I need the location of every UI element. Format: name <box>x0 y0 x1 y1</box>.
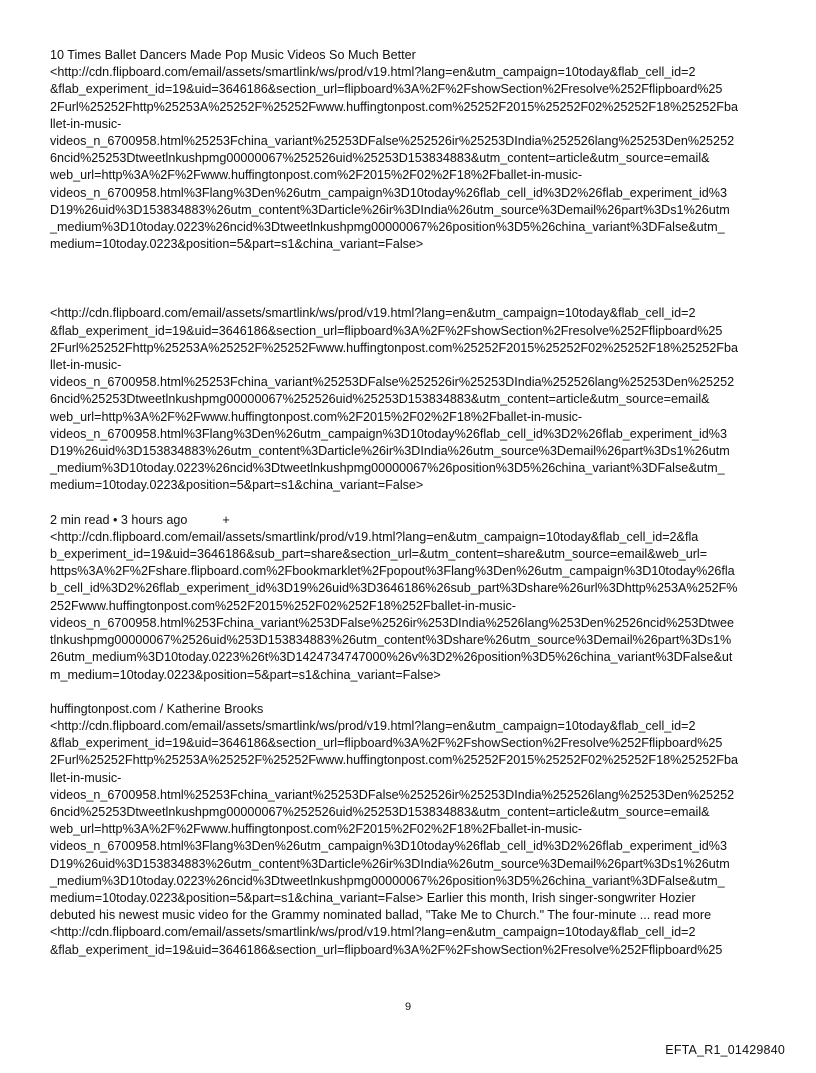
url-text <box>50 718 775 959</box>
url-line: &flab_experiment_id=19&uid=3646186&section_url=flipboard%3A%2F%2FshowSection%2Fresolve%252Fflipboard%25 <box>50 736 723 751</box>
url-line: <http://cdn.flipboard.com/email/assets/smartlink/ws/prod/v19.html?lang=en&utm_campaign=10today&flab_cell_id=2 <box>50 925 696 940</box>
url-line: web_url=http%3A%2F%2Fwww.huffingtonpost.com%2F2015%2F02%2F18%2Fballet-in-music- <box>50 168 583 183</box>
url-line: &flab_experiment_id=19&uid=3646186&section_url=flipboard%3A%2F%2FshowSection%2Fresolve%252Fflipboard%25 <box>50 82 723 97</box>
url-line: videos_n_6700958.html%253Fchina_variant%253DFalse%2526ir%253DIndia%2526lang%253Den%2526ncid%253Dtwee <box>50 615 735 630</box>
url-text <box>50 64 775 253</box>
document-body <box>50 47 775 959</box>
url-line: _medium%3D10today.0223%26ncid%3Dtweetlnkushpmg00000067%26position%3D5%26china_variant%3DFalse&utm_ <box>50 873 725 888</box>
url-line: 6ncid%25253Dtweetlnkushpmg00000067%252526uid%25253D153834883&utm_content=article&utm_source=email& <box>50 392 710 407</box>
url-line: web_url=http%3A%2F%2Fwww.huffingtonpost.com%2F2015%2F02%2F18%2Fballet-in-music- <box>50 409 583 424</box>
url-line: <http://cdn.flipboard.com/email/assets/smartlink/ws/prod/v19.html?lang=en&utm_campaign=10today&flab_cell_id=2 <box>50 306 696 321</box>
read-time-meta: 2 min read • 3 hours ago + <box>50 512 230 527</box>
url-line: medium=10today.0223&position=5&part=s1&china_variant=False> Earlier this month, Irish singer-songwriter Hozier <box>50 890 696 905</box>
url-line: m_medium=10today.0223&position=5&part=s1&china_variant=False> <box>50 667 441 682</box>
article-title-block <box>50 47 775 253</box>
article-title: 10 Times Ballet Dancers Made Pop Music Videos So Much Better <box>50 48 416 62</box>
url-line: 252Fwww.huffingtonpost.com%252F2015%252F02%252F18%252Fballet-in-music- <box>50 598 516 613</box>
url-line: debuted his newest music video for the Grammy nominated ballad, "Take Me to Church." The four-minute ... read more <box>50 908 712 923</box>
url-line: <http://cdn.flipboard.com/email/assets/smartlink/prod/v19.html?lang=en&utm_campaign=10today&flab_cell_id=2&fla <box>50 529 699 544</box>
url-line: 2Furl%25252Fhttp%25253A%25252F%25252Fwww.huffingtonpost.com%25252F2015%25252F02%25252F18%25252Fba <box>50 99 739 114</box>
url-line: 2Furl%25252Fhttp%25253A%25252F%25252Fwww.huffingtonpost.com%25252F2015%25252F02%25252F18%25252Fba <box>50 340 739 355</box>
url-line: 2Furl%25252Fhttp%25253A%25252F%25252Fwww.huffingtonpost.com%25252F2015%25252F02%25252F18%25252Fba <box>50 753 739 768</box>
url-line: medium=10today.0223&position=5&part=s1&china_variant=False> <box>50 478 424 493</box>
spacer <box>50 253 775 305</box>
url-line: videos_n_6700958.html%3Flang%3Den%26utm_campaign%3D10today%26flab_cell_id%3D2%26flab_experiment_id%3 <box>50 185 728 200</box>
url-line: llet-in-music- <box>50 358 122 373</box>
url-line: web_url=http%3A%2F%2Fwww.huffingtonpost.com%2F2015%2F02%2F18%2Fballet-in-music- <box>50 822 583 837</box>
url-line: D19%26uid%3D153834883%26utm_content%3Darticle%26ir%3DIndia%26utm_source%3Demail%26part%3Ds1%26utm <box>50 856 730 871</box>
url-line: llet-in-music- <box>50 770 122 785</box>
url-text <box>50 305 775 494</box>
spacer <box>50 684 775 701</box>
url-line: videos_n_6700958.html%25253Fchina_variant%25253DFalse%252526ir%25253DIndia%252526lang%25253Den%25252 <box>50 375 735 390</box>
url-line: D19%26uid%3D153834883%26utm_content%3Darticle%26ir%3DIndia%26utm_source%3Demail%26part%3Ds1%26utm <box>50 202 730 217</box>
url-line: <http://cdn.flipboard.com/email/assets/smartlink/ws/prod/v19.html?lang=en&utm_campaign=10today&flab_cell_id=2 <box>50 718 696 733</box>
url-line: medium=10today.0223&position=5&part=s1&china_variant=False> <box>50 237 424 252</box>
url-line: videos_n_6700958.html%25253Fchina_variant%25253DFalse%252526ir%25253DIndia%252526lang%25253Den%25252 <box>50 134 735 149</box>
url-line: &flab_experiment_id=19&uid=3646186&section_url=flipboard%3A%2F%2FshowSection%2Fresolve%252Fflipboard%25 <box>50 942 723 957</box>
url-line: <http://cdn.flipboard.com/email/assets/smartlink/ws/prod/v19.html?lang=en&utm_campaign=10today&flab_cell_id=2 <box>50 65 696 80</box>
spacer <box>50 495 775 512</box>
url-line: tlnkushpmg00000067%2526uid%253D153834883%26utm_content%3Dshare%26utm_source%3Demail%26part%3Ds1% <box>50 633 732 648</box>
url-line: 6ncid%25253Dtweetlnkushpmg00000067%252526uid%25253D153834883&utm_content=article&utm_source=email& <box>50 804 710 819</box>
url-line: 6ncid%25253Dtweetlnkushpmg00000067%252526uid%25253D153834883&utm_content=article&utm_source=email& <box>50 151 710 166</box>
image-link-block <box>50 305 775 494</box>
url-line: b_experiment_id=19&uid=3646186&sub_part=share&section_url=&utm_content=share&utm_source=email&web_url= <box>50 547 708 562</box>
url-line: llet-in-music- <box>50 116 122 131</box>
url-line: &flab_experiment_id=19&uid=3646186&section_url=flipboard%3A%2F%2FshowSection%2Fresolve%252Fflipboard%25 <box>50 323 723 338</box>
url-text <box>50 529 775 684</box>
url-line: b_cell_id%3D2%26flab_experiment_id%3D19%26uid%3D3646186%26sub_part%3Dshare%26url%3Dhttp%253A%252F% <box>50 581 738 596</box>
url-line: videos_n_6700958.html%3Flang%3Den%26utm_campaign%3D10today%26flab_cell_id%3D2%26flab_experiment_id%3 <box>50 839 728 854</box>
url-line: _medium%3D10today.0223%26ncid%3Dtweetlnkushpmg00000067%26position%3D5%26china_variant%3DFalse&utm_ <box>50 461 725 476</box>
url-line: videos_n_6700958.html%25253Fchina_variant%25253DFalse%252526ir%25253DIndia%252526lang%25253Den%25252 <box>50 787 735 802</box>
url-line: videos_n_6700958.html%3Flang%3Den%26utm_campaign%3D10today%26flab_cell_id%3D2%26flab_experiment_id%3 <box>50 426 728 441</box>
url-line: _medium%3D10today.0223%26ncid%3Dtweetlnkushpmg00000067%26position%3D5%26china_variant%3DFalse&utm_ <box>50 220 725 235</box>
bates-number: EFTA_R1_01429840 <box>665 1043 785 1057</box>
read-time-block <box>50 512 775 684</box>
url-line: https%3A%2F%2Fshare.flipboard.com%2Fbookmarklet%2Fpopout%3Flang%3Den%26utm_campaign%3D10today%26fla <box>50 564 735 579</box>
url-line: 26utm_medium%3D10today.0223%26t%3D1424734747000%26v%3D2%26position%3D5%26china_variant%3DFalse&ut <box>50 650 733 665</box>
page-number: 9 <box>404 1001 412 1013</box>
url-line: D19%26uid%3D153834883%26utm_content%3Darticle%26ir%3DIndia%26utm_source%3Demail%26part%3Ds1%26utm <box>50 444 730 459</box>
source-author: huffingtonpost.com / Katherine Brooks <box>50 701 264 716</box>
source-block <box>50 701 775 959</box>
